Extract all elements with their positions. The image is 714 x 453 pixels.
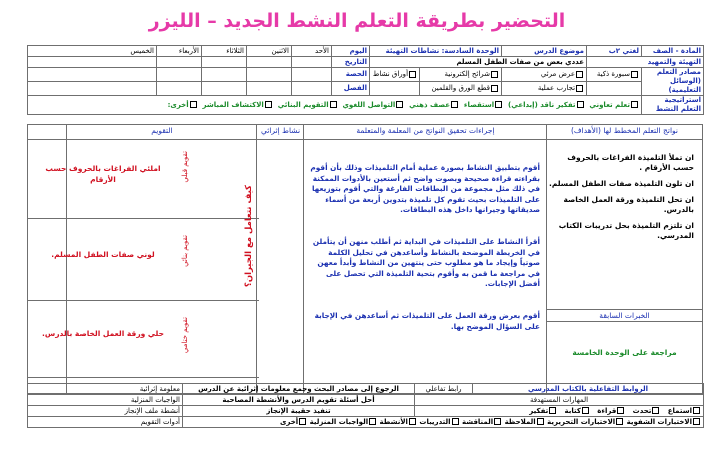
skill-0[interactable]: استماع	[668, 407, 701, 415]
prior-value: مراجعة على الوحدة الخامسة	[572, 348, 677, 357]
page-title: التحضير بطريقة التعلم النشط الجديد – الليزر	[148, 10, 566, 32]
strategy-4[interactable]: التواصل اللغوي	[343, 101, 405, 109]
strategy-0[interactable]: تعلم تعاوني	[589, 101, 639, 109]
main-section	[27, 124, 703, 394]
goals-header: نواتج التعلم المخطط لها (الأهداف)	[570, 126, 679, 135]
file-label: أنشطة ملف الإنجاز	[28, 406, 183, 417]
eval-tag-formative: تقويم بنائي	[181, 235, 189, 267]
strategies-row	[28, 96, 642, 115]
evaluation-header: التقويم	[151, 126, 173, 135]
resources-label: مصادر التعلم (الوسائل التعليمية)	[642, 68, 704, 96]
resource-0[interactable]: سبورة ذكية	[587, 68, 642, 82]
day-0: الأحد	[292, 46, 332, 57]
eval-item: املئي الفراغات بالحروف حسب الأرقام	[45, 164, 161, 184]
tool-4[interactable]: التدريبات	[419, 418, 459, 426]
subject-value: لغتي ٢ب	[587, 46, 642, 57]
procedures-header: إجراءات تحقيق النواتج من المعلمة والمتعلمة	[356, 126, 495, 135]
lesson-label: موضوع الدرس	[502, 46, 587, 57]
class-label: الفصل	[332, 82, 370, 96]
skills-row	[415, 406, 704, 417]
file-value: تنفيذ حقيبة الإنجاز	[183, 406, 415, 417]
resource-1[interactable]: عرض مرئي	[502, 68, 587, 82]
eval-item: لوني صفات الطفل المسلم.	[51, 250, 155, 259]
eval-tag-pre: تقويم قبلي	[181, 151, 189, 183]
tool-2[interactable]: الملاحظة	[505, 418, 545, 426]
intro-label: التهيئة والتمهيد	[587, 57, 704, 68]
resource-4[interactable]: قطع الورق والقلمين	[420, 82, 502, 96]
subject-label: المادة - الصف	[642, 46, 704, 57]
activity-header: نشاط إثرائي	[260, 126, 301, 135]
strategy-5[interactable]: التقويم البنائي	[278, 101, 338, 109]
resource-2[interactable]: تجارب عملية	[502, 82, 587, 96]
link-value[interactable]: الروابط التفاعلية بالكتاب المدرسي	[473, 384, 704, 395]
lesson-value: عددي بعض من صفات الطفل المسلم	[370, 57, 587, 68]
activity-question: كيف نتعامل مع الجيران؟	[244, 185, 254, 288]
goal-item: ان تلون التلميذة صفات الطفل المسلم.	[549, 179, 694, 188]
goal-item: ان تملأ التلميذة الفراغات بالحروف حسب الأرقام .	[567, 153, 694, 172]
day-3: الأربعاء	[157, 46, 202, 57]
tool-0[interactable]: الاختبارات الشفوية	[627, 418, 701, 426]
header-table	[27, 45, 704, 115]
day-4: الخميس	[28, 46, 157, 57]
skill-4[interactable]: تفكير	[529, 407, 557, 415]
eval-item: حلي ورقة العمل الخاصة بالدرس.	[42, 329, 164, 338]
procedure-item: أقوم بتطبيق النشاط بصورة عملية أمام التلميذات وذلك بأن أقوم بقراءته قراءة صحيحة وبصوت واضح ثم أستعين بالأدوات الممكنة في ذلك مثل مجموعة من البطاقات الفارغة والتي أقوم بتوزيعها على التلميذات بحيث تقوم كل تلميذة بتدوين أربعة من أسماء صديقاتها وجيرانها داخل هذه البطاقات.	[310, 163, 540, 214]
date-label: التاريخ	[332, 57, 370, 68]
skills-label: المهارات المستهدفة	[415, 395, 704, 406]
tools-row	[183, 417, 704, 428]
prior-label: الخبرات السابقة	[599, 311, 650, 320]
procedure-item: أقوم بعرض ورقة العمل على التلميذات ثم أساعدهن في الإجابة على السؤال الموضح بها.	[314, 311, 540, 331]
day-label: اليوم	[332, 46, 370, 57]
info-label: معلومة إثرائية	[28, 384, 183, 395]
skill-2[interactable]: قراءة	[597, 407, 625, 415]
skill-1[interactable]: تحدث	[633, 407, 661, 415]
tool-1[interactable]: الاختبارات التحريرية	[547, 418, 624, 426]
info-value: الرجوع إلى مصادر البحث وجمع معلومات إثرائية عن الدرس	[183, 384, 415, 395]
strategy-3[interactable]: عصف ذهني	[409, 101, 459, 109]
strategy-label: استراتيجية التعلم النشط	[642, 96, 704, 115]
bottom-table	[27, 383, 704, 428]
goal-item: ان تلتزم التلميذة بحل تدريبات الكتاب المدرسي.	[558, 221, 694, 240]
goals-list	[547, 139, 702, 247]
homework-label: الواجبات المنزلية	[28, 395, 183, 406]
goal-item: ان تحل التلميذة ورقة العمل الخاصة بالدرس.	[563, 195, 694, 214]
skill-3[interactable]: كتابة	[565, 407, 590, 415]
period-label: الحصة	[332, 68, 370, 82]
tool-7[interactable]: أخرى	[280, 418, 307, 426]
tool-6[interactable]: الواجبات المنزلية	[310, 418, 377, 426]
resource-5[interactable]: أوراق نشاط	[370, 68, 420, 82]
unit-value: الوحدة السادسة: نشاطات التهيئة	[370, 46, 502, 57]
eval-tag-final: تقويم ختامي	[181, 317, 189, 354]
tool-3[interactable]: المناقشة	[462, 418, 502, 426]
strategy-7[interactable]: أخرى:	[168, 101, 198, 109]
strategy-6[interactable]: الاكتشاف المباشر	[203, 101, 273, 109]
link-label: رابط تفاعلي	[415, 384, 473, 395]
strategy-1[interactable]: تفكير ناقد (إبداعي)	[508, 101, 584, 109]
day-1: الاثنين	[247, 46, 292, 57]
homework-value: أحل أسئلة تقويم الدرس والأنشطة المصاحبة	[183, 395, 415, 406]
strategy-2[interactable]: استقصاء	[464, 101, 503, 109]
resource-3[interactable]: شرائح إلكترونية	[420, 68, 502, 82]
procedure-item: أقرأ النشاط على التلميذات في البداية ثم أطلب منهن أن يتأملن في الخريطة الموضحة بالنشاط وأساعدهن في تحليل الكلمة صوتياً وإيجاد ما هو مطلوب حتى ينتهين من النشاط وأبدأ معهن في مراجعة ما قمن به وأقوم بتحية التلميذة التي تحصل على أفضل الإجابات.	[312, 237, 540, 288]
day-2: الثلاثاء	[202, 46, 247, 57]
tools-label: أدوات التقويم	[28, 417, 183, 428]
tool-5[interactable]: الأنشطة	[380, 418, 417, 426]
